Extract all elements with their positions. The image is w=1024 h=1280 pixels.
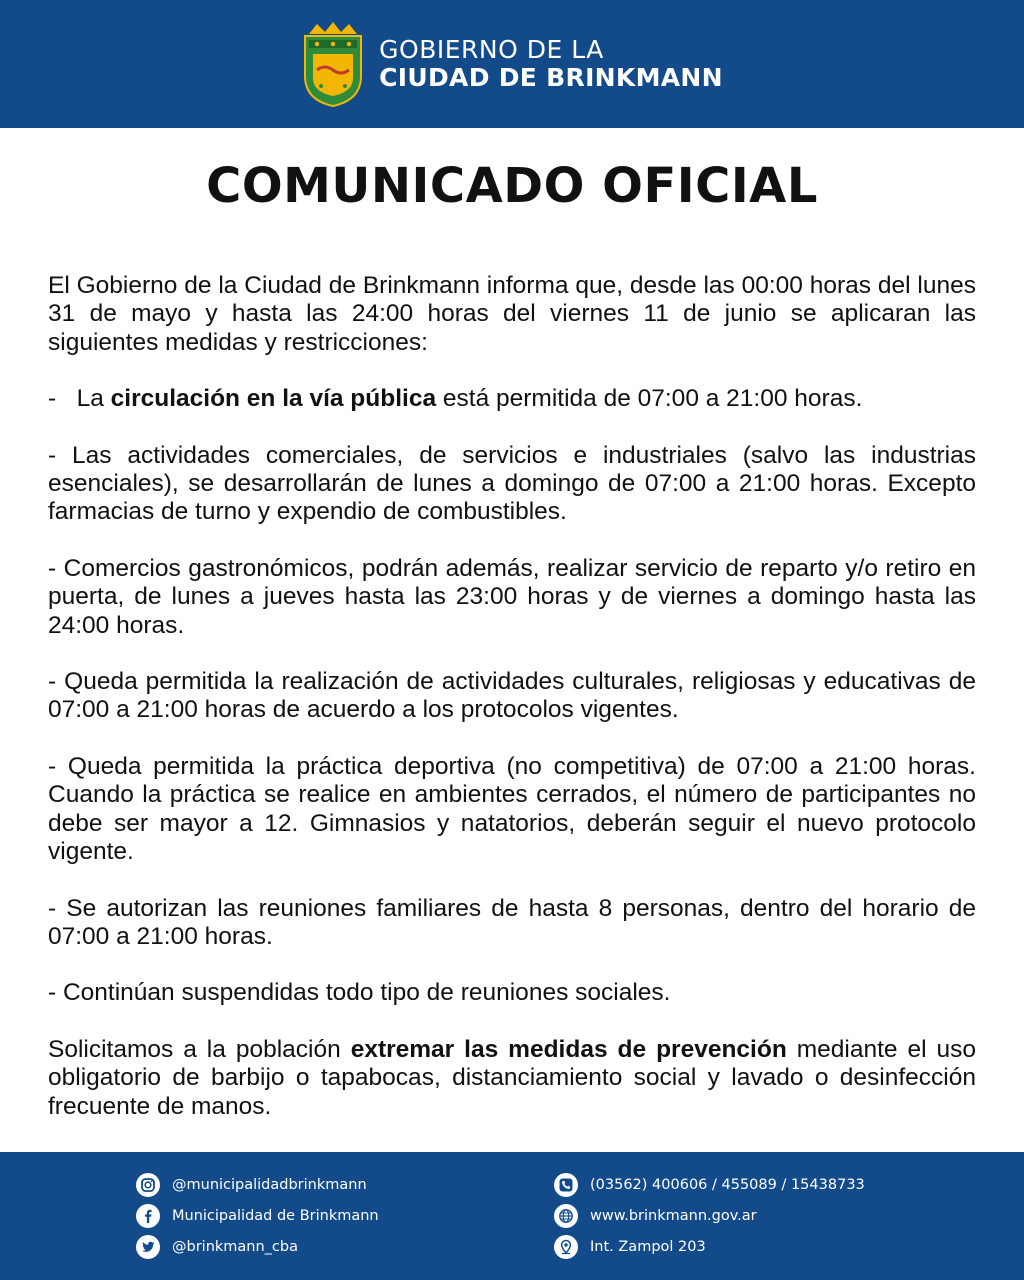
closing-post: mediante el uso obligatorio de barbijo o tapabocas, distanciamiento social y lavado o desinfección frecuente de manos. bbox=[48, 1035, 977, 1120]
footer-address bbox=[554, 1234, 865, 1260]
footer-facebook[interactable] bbox=[136, 1203, 379, 1229]
item-sociales: - Continúan suspendidas todo tipo de reuniones sociales. bbox=[48, 979, 671, 1007]
header-line-1: GOBIERNO DE LA bbox=[379, 35, 604, 64]
address-text: Int. Zampol 203 bbox=[590, 1239, 706, 1255]
location-pin-icon bbox=[554, 1235, 578, 1259]
instagram-icon bbox=[136, 1173, 160, 1197]
announcement-body bbox=[48, 272, 976, 1121]
closing-bold: extremar las medidas de prevención bbox=[350, 1035, 787, 1063]
item-circulacion bbox=[48, 385, 976, 413]
footer-web[interactable] bbox=[554, 1203, 865, 1229]
closing-paragraph bbox=[48, 1036, 976, 1121]
phone-numbers[interactable]: (03562) 400606 / 455089 / 15438733 bbox=[590, 1177, 865, 1193]
footer-twitter[interactable] bbox=[136, 1234, 379, 1260]
item-circulacion-pre: - La bbox=[48, 385, 111, 413]
item-comerciales: - Las actividades comerciales, de servicios e industriales (salvo las industrias esenciales), se desarrollarán de lunes a domingo de 07:00 a 21:00 horas. Excepto farmacias de turno y expendio de combustibles. bbox=[48, 441, 976, 526]
twitter-icon bbox=[136, 1235, 160, 1259]
header-line-2: CIUDAD DE BRINKMANN bbox=[379, 63, 723, 92]
item-culturales: - Queda permitida la realización de actividades culturales, religiosas y educativas de 07:00 a 21:00 horas de acuerdo a los protocolos vigentes. bbox=[48, 668, 976, 724]
phone-icon bbox=[554, 1173, 578, 1197]
facebook-name[interactable]: Municipalidad de Brinkmann bbox=[172, 1208, 379, 1224]
page-title: COMUNICADO OFICIAL bbox=[206, 158, 818, 214]
item-deportiva: - Queda permitida la práctica deportiva (no competitiva) de 07:00 a 21:00 horas. Cuando la práctica se realice en ambientes cerrados, el número de participantes no debe ser mayor a 12. Gimnasios y natatorios, deberán seguir el nuevo protocolo vigente. bbox=[48, 752, 976, 866]
item-gastronomicos: - Comercios gastronómicos, podrán además, realizar servicio de reparto y/o retiro en puerta, de lunes a jueves hasta las 23:00 horas y de viernes a domingo hasta las 24:00 horas. bbox=[48, 554, 976, 639]
intro-paragraph: El Gobierno de la Ciudad de Brinkmann informa que, desde las 00:00 horas del lunes 31 de mayo y hasta las 24:00 horas del viernes 11 de junio se aplicaran las siguientes medidas y restricciones: bbox=[48, 272, 976, 356]
instagram-handle[interactable]: @municipalidadbrinkmann bbox=[172, 1177, 367, 1193]
footer-instagram[interactable] bbox=[136, 1172, 379, 1198]
globe-icon bbox=[554, 1204, 578, 1228]
header-banner bbox=[0, 0, 1024, 128]
footer-phone[interactable] bbox=[554, 1172, 865, 1198]
website-url[interactable]: www.brinkmann.gov.ar bbox=[590, 1208, 757, 1224]
header-text bbox=[379, 36, 723, 92]
footer-contact-column bbox=[554, 1172, 865, 1265]
item-familiares: - Se autorizan las reuniones familiares de hasta 8 personas, dentro del horario de 07:00 a 21:00 horas. bbox=[48, 894, 976, 950]
closing-pre: Solicitamos a la población bbox=[48, 1035, 351, 1063]
city-coat-of-arms-logo bbox=[301, 20, 365, 108]
item-circulacion-bold: circulación en la vía pública bbox=[110, 385, 437, 413]
footer-social-column bbox=[136, 1172, 379, 1265]
twitter-handle[interactable]: @brinkmann_cba bbox=[172, 1239, 298, 1255]
item-circulacion-post: está permitida de 07:00 a 21:00 horas. bbox=[436, 385, 863, 413]
facebook-icon bbox=[136, 1204, 160, 1228]
footer-banner bbox=[0, 1152, 1024, 1280]
